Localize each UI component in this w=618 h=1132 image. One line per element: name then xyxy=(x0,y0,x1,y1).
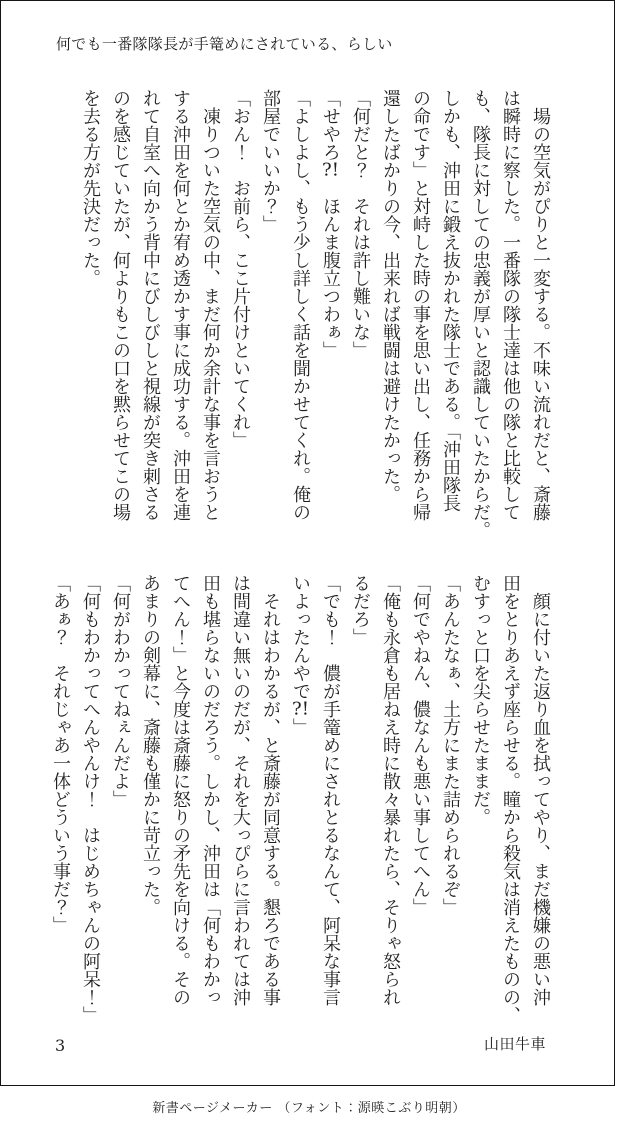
text-column: は瞬時に察した。一番隊の隊士達は他の隊と比較して xyxy=(500,89,521,521)
text-column: の命です」と対峙した時の事を思い出し、任務から帰 xyxy=(410,89,431,521)
text-column: 田をとりあえず座らせる。瞳から殺気は消えたものの、 xyxy=(500,574,521,1024)
text-column: 「何だと？ それは許し難いな」 xyxy=(350,89,371,359)
text-column: する沖田を何とか宥め透かす事に成功する。沖田を連 xyxy=(170,89,191,521)
page-number: 3 xyxy=(55,1036,66,1055)
text-column: 「何がわかってねぇんだよ」 xyxy=(110,574,131,808)
text-column: 還したばかりの今、出来れば戦闘は避けたかった。 xyxy=(380,89,401,503)
text-column: しかも、沖田に鍛え抜かれた隊士である。「沖田隊長 xyxy=(440,89,461,512)
author-name: 山田牛車 xyxy=(483,1035,546,1053)
lower-text-block xyxy=(45,574,555,1026)
text-column: のを感じていたが、何よりもこの口を黙らせてこの場 xyxy=(110,89,131,521)
text-column: 「おん！ お前ら、ここ片付けといてくれ」 xyxy=(230,89,251,449)
text-column: 顔に付いた返り血を拭ってやり、まだ機嫌の悪い沖 xyxy=(530,574,551,1006)
page-header-title: 何でも一番隊隊長が手篭めにされている、らしい xyxy=(56,35,393,53)
text-column: 「何でやねん、儂なんも悪い事してへん」 xyxy=(410,574,431,916)
text-column: 「でも！ 儂が手篭めにされとるなんて、阿呆な事言 xyxy=(320,574,341,1006)
text-column: 田も堪らないのだろう。しかし、沖田は「何もわかっ xyxy=(200,574,221,1006)
text-column: るだろ」 xyxy=(350,574,371,646)
generator-caption: 新書ページメーカー （フォント：源暎こぶり明朝） xyxy=(152,1101,466,1116)
text-column: も、隊長に対しての忠義が厚いと認識していたからだ。 xyxy=(470,89,491,539)
text-column: は間違い無いのだが、それを大っぴらに言われては沖 xyxy=(230,574,251,1006)
text-column: 「あぁ？ それじゃあ一体どういう事だ？」 xyxy=(50,574,71,934)
text-column: 「あんたなぁ、土方にまた詰められるぞ」 xyxy=(440,574,461,916)
text-column: 「何もわかってへんやんけ！ はじめちゃんの阿呆！」 xyxy=(80,574,101,1024)
tatechuyoko: ?! xyxy=(322,161,339,179)
text-column: むすっと口を尖らせたままだ。 xyxy=(470,574,491,826)
text-column: いよったんやで?!」 xyxy=(290,574,311,736)
upper-text-block xyxy=(75,89,555,541)
text-column: を去る方が先決だった。 xyxy=(80,89,101,287)
text-column: 部屋でいいか？」 xyxy=(260,89,281,233)
text-column: てへん！」と今度は斎藤に怒りの矛先を向ける。その xyxy=(170,574,191,1006)
text-column: 場の空気がぴりと一変する。不味い流れだと、斎藤 xyxy=(530,89,551,521)
text-column: それはわかるが、と斎藤が同意する。懇ろである事 xyxy=(260,574,281,1006)
text-column: れて自室へ向かう背中にびしびしと視線が突き刺さる xyxy=(140,89,161,521)
text-column: あまりの剣幕に、斎藤も僅かに苛立った。 xyxy=(140,574,161,916)
tatechuyoko: ?! xyxy=(292,700,309,718)
text-column: 「よしよし、もう少し詳しく話を聞かせてくれ。俺の xyxy=(290,89,311,521)
text-column: 「せやろ?! ほんま腹立つわぁ」 xyxy=(320,89,341,359)
text-column: 「俺も永倉も居ねえ時に散々暴れたら、そりゃ怒られ xyxy=(380,574,401,1006)
text-column: 凍りついた空気の中、まだ何か余計な事を言おうと xyxy=(200,89,221,521)
